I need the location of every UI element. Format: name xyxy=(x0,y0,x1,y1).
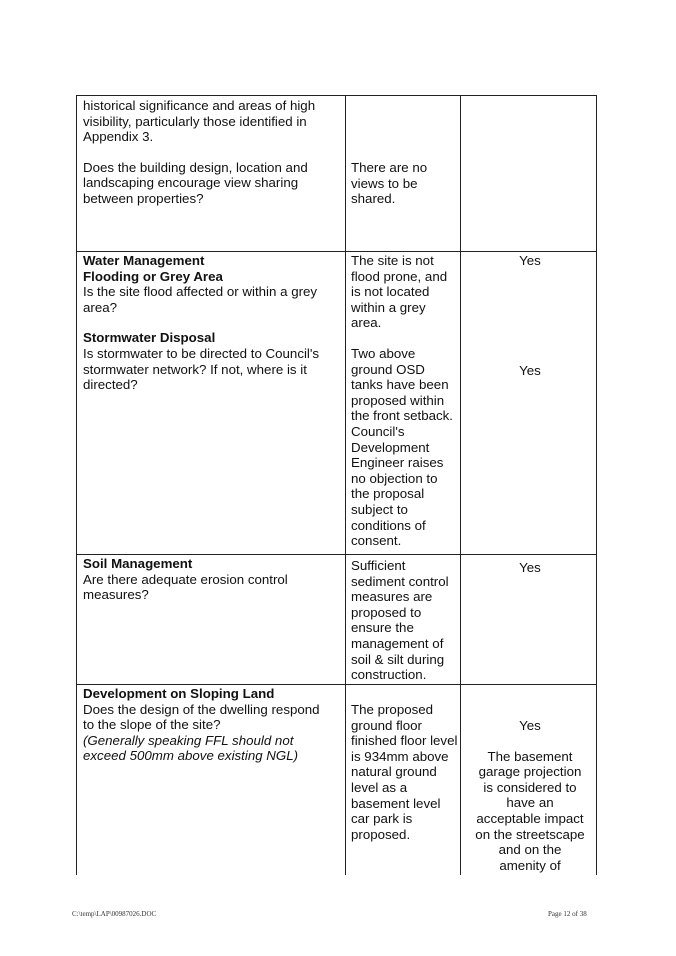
compliance-yes: Yes xyxy=(519,560,541,575)
basement-garage-comment: The basement garage projection is considered to have an acceptable impact on the streetscape and on the amenity of xyxy=(475,748,585,873)
row-divider xyxy=(77,251,596,252)
views-comment-cell xyxy=(351,160,461,207)
flooding-heading: Flooding or Grey Area xyxy=(83,268,223,284)
compliance-yes: Yes xyxy=(519,718,541,733)
sloping-comment-cell xyxy=(351,702,461,842)
footer-page-number: Page 12 of 38 xyxy=(548,910,587,918)
sloping-comment: The proposed ground floor finished floor level is 934mm above natural ground level as a basement level car park is proposed. xyxy=(351,702,458,842)
soil-management-heading: Soil Management xyxy=(83,556,193,571)
flooding-comment: The site is not flood prone, and is not located within a grey area. xyxy=(351,253,448,331)
assessment-table xyxy=(76,95,597,875)
stormwater-comment: Two above ground OSD tanks have been proposed within the front setback. Council's Development Engineer raises no objection to the proposal subject to conditions of consent. xyxy=(351,345,453,549)
stormwater-question: Is stormwater to be directed to Council's stormwater network? If not, where is it directed? xyxy=(83,345,320,393)
views-criteria-cell xyxy=(83,98,333,207)
stormwater-compliance xyxy=(467,363,593,379)
compliance-yes: Yes xyxy=(519,253,541,268)
view-sharing-question: Does the building design, location and landscaping encourage view sharing between properties? xyxy=(83,159,308,206)
soil-comment-cell xyxy=(351,558,461,683)
views-criteria-text: historical significance and areas of high visibility, particularly those identified in Appendix 3. xyxy=(83,98,316,145)
soil-question: Are there adequate erosion control measures? xyxy=(83,571,288,603)
soil-criteria-cell xyxy=(83,556,333,603)
compliance-yes: Yes xyxy=(519,363,541,378)
sloping-land-heading: Development on Sloping Land xyxy=(83,686,275,701)
footer-file-path: C:\temp\LAP\00987026.DOC xyxy=(72,910,157,918)
ffl-note: (Generally speaking FFL should not exceed 500mm above existing NGL) xyxy=(83,732,299,764)
flooding-question: Is the site flood affected or within a grey area? xyxy=(83,284,318,315)
views-comment: There are no views to be shared. xyxy=(351,160,428,207)
water-comment-cell xyxy=(351,253,461,549)
sloping-question: Does the design of the dwelling respond to the slope of the site? xyxy=(83,701,320,733)
stormwater-heading: Stormwater Disposal xyxy=(83,330,216,346)
sloping-compliance xyxy=(467,718,593,873)
flooding-compliance xyxy=(467,253,593,269)
row-divider xyxy=(77,554,596,555)
water-management-heading: Water Management xyxy=(83,253,205,268)
soil-comment: Sufficient sediment control measures are proposed to ensure the management of soil & silt during construction. xyxy=(351,558,449,683)
row-divider xyxy=(77,684,596,685)
column-divider xyxy=(345,96,346,875)
soil-compliance xyxy=(467,560,593,576)
water-criteria-cell xyxy=(83,253,333,393)
sloping-criteria-cell xyxy=(83,686,333,764)
